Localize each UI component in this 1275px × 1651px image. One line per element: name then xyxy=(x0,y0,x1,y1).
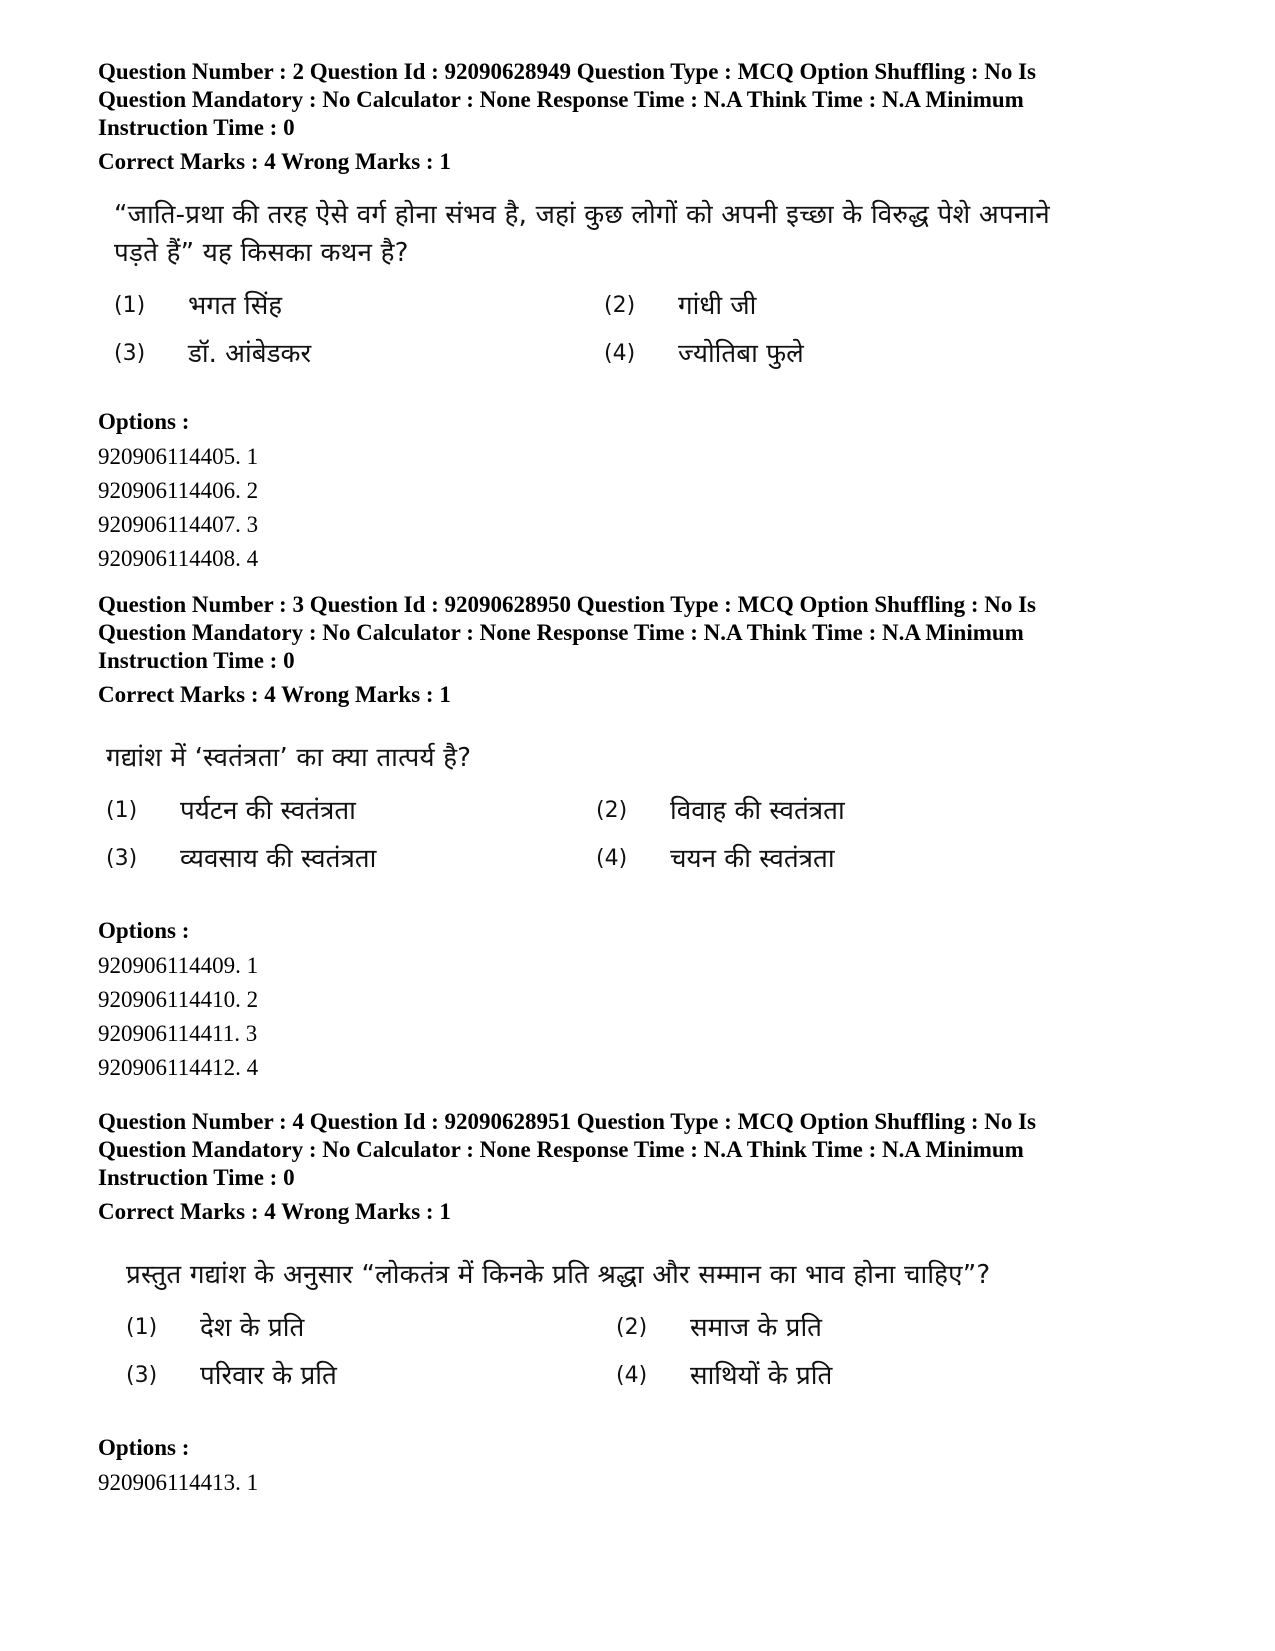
answer-choices xyxy=(126,1310,1178,1394)
answer-choice xyxy=(604,336,1094,372)
choice-number: (4) xyxy=(604,341,636,366)
options-list xyxy=(98,949,1178,1085)
answer-choice xyxy=(106,793,596,829)
question-marks: Correct Marks : 4 Wrong Marks : 1 xyxy=(98,149,451,174)
option-id: 920906114410. 2 xyxy=(98,987,259,1012)
answer-choice xyxy=(616,1310,1106,1346)
question-marks: Correct Marks : 4 Wrong Marks : 1 xyxy=(98,682,451,707)
answer-choice xyxy=(106,841,596,877)
choice-text: साथियों के प्रति xyxy=(690,1361,833,1391)
choice-text: पर्यटन की स्वतंत्रता xyxy=(180,796,356,826)
choice-number: (2) xyxy=(596,798,628,823)
answer-choice xyxy=(596,841,1086,877)
choice-number: (3) xyxy=(114,341,146,366)
options-list xyxy=(98,440,1178,576)
question-meta-line: Question Mandatory : No Calculator : None Response Time : N.A Think Time : N.A Minimum xyxy=(98,87,1024,112)
question-meta-line: Instruction Time : 0 xyxy=(98,648,295,673)
question-text-line: गद्यांश में ‘स्वतंत्रता’ का क्या तात्पर्य है? xyxy=(106,743,472,773)
choice-text: देश के प्रति xyxy=(200,1313,305,1343)
answer-choice xyxy=(114,288,604,324)
choice-number: (1) xyxy=(126,1315,158,1340)
answer-choices xyxy=(106,793,1178,877)
answer-choice xyxy=(604,288,1094,324)
choice-number: (3) xyxy=(126,1363,158,1388)
choice-text: समाज के प्रति xyxy=(690,1313,822,1343)
choice-number: (4) xyxy=(596,846,628,871)
question-marks: Correct Marks : 4 Wrong Marks : 1 xyxy=(98,1199,451,1224)
answer-choice xyxy=(126,1358,616,1394)
answer-choice xyxy=(114,336,604,372)
choice-text: डॉ. आंबेडकर xyxy=(188,339,312,369)
choice-text: ज्योतिबा फुले xyxy=(678,339,804,369)
choice-text: व्यवसाय की स्वतंत्रता xyxy=(180,844,377,874)
choice-number: (2) xyxy=(616,1315,648,1340)
option-id: 920906114407. 3 xyxy=(98,512,259,537)
choice-text: विवाह की स्वतंत्रता xyxy=(670,796,845,826)
choice-number: (1) xyxy=(106,798,138,823)
question-meta-line: Question Number : 4 Question Id : 92090628951 Question Type : MCQ Option Shuffling : No Is xyxy=(98,1109,1037,1134)
question-meta-line: Question Mandatory : No Calculator : None Response Time : N.A Think Time : N.A Minimum xyxy=(98,620,1024,645)
answer-choice xyxy=(126,1310,616,1346)
question-text-line: प्रस्तुत गद्यांश के अनुसार “लोकतंत्र में किनके प्रति श्रद्धा और सम्मान का भाव होना चाहिए”? xyxy=(126,1260,991,1290)
answer-choice xyxy=(616,1358,1106,1394)
options-heading: Options : xyxy=(98,1435,190,1460)
option-id: 920906114409. 1 xyxy=(98,953,259,978)
options-list xyxy=(98,1466,1178,1500)
question-text-line: “जाति-प्रथा की तरह ऐसे वर्ग होना संभव है, जहां कुछ लोगों को अपनी इच्छा के विरुद्ध पेशे अपनाने xyxy=(114,200,1050,230)
option-id: 920906114408. 4 xyxy=(98,546,259,571)
option-id: 920906114406. 2 xyxy=(98,478,259,503)
question-image xyxy=(126,1256,1178,1394)
question-image xyxy=(106,739,1178,877)
choice-number: (4) xyxy=(616,1363,648,1388)
choice-number: (3) xyxy=(106,846,138,871)
choice-number: (1) xyxy=(114,293,146,318)
option-id: 920906114413. 1 xyxy=(98,1470,259,1495)
option-id: 920906114405. 1 xyxy=(98,444,259,469)
question-meta-line: Question Number : 2 Question Id : 92090628949 Question Type : MCQ Option Shuffling : No Is xyxy=(98,59,1037,84)
question-block-4 xyxy=(98,1108,1178,1500)
question-meta-line: Instruction Time : 0 xyxy=(98,1165,295,1190)
choice-number: (2) xyxy=(604,293,636,318)
option-id: 920906114411. 3 xyxy=(98,1021,258,1046)
options-heading: Options : xyxy=(98,409,190,434)
option-id: 920906114412. 4 xyxy=(98,1055,259,1080)
question-image xyxy=(114,196,1178,372)
question-block-2 xyxy=(98,58,1178,576)
question-meta-line: Question Number : 3 Question Id : 92090628950 Question Type : MCQ Option Shuffling : No Is xyxy=(98,592,1037,617)
choice-text: चयन की स्वतंत्रता xyxy=(670,844,835,874)
options-heading: Options : xyxy=(98,918,190,943)
choice-text: भगत सिंह xyxy=(188,291,283,321)
answer-choices xyxy=(114,288,1178,372)
choice-text: परिवार के प्रति xyxy=(200,1361,337,1391)
choice-text: गांधी जी xyxy=(678,291,757,321)
answer-choice xyxy=(596,793,1086,829)
question-meta-line: Instruction Time : 0 xyxy=(98,115,295,140)
question-block-3 xyxy=(98,591,1178,1085)
question-meta-line: Question Mandatory : No Calculator : None Response Time : N.A Think Time : N.A Minimum xyxy=(98,1137,1024,1162)
question-text-line: पड़ते हैं” यह किसका कथन है? xyxy=(114,238,409,268)
